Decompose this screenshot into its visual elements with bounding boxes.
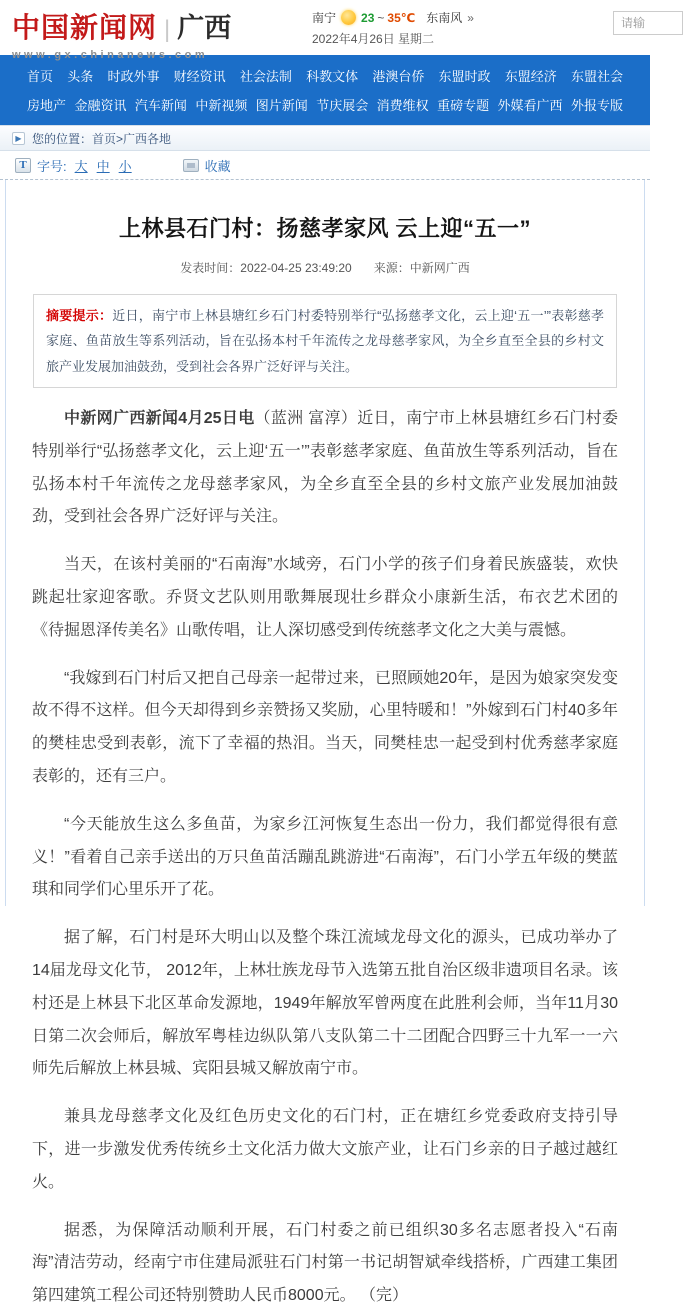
chevron-right-icon[interactable]: » [467,10,474,25]
article-paragraph: 据了解，石门村是环大明山以及整个珠江流域龙母文化的源头，已成功举办了14届龙母文化节， 2012年，上林壮族龙母节入选第五批自治区级非遗项目名录。该村还是上林县下北区革命发源地，1949年解放军曾两度在此胜利会师，当年11月30日第二次会师后，解放军粤桂边纵队第八支队第二十二团配合四野三十九军一一六师先后解放上林县城、宾阳县城又解放南宁市。 [32,929,618,1078]
nav-item-asean-society[interactable]: 东盟社会 [570,68,623,84]
breadcrumb-path[interactable]: 首页>广西各地 [92,131,172,146]
nav-item-auto-news[interactable]: 汽车新闻 [134,97,187,113]
weather-widget[interactable] [312,9,474,26]
site-logo[interactable] [12,6,231,61]
publish-time: 2022-04-25 23:49:20 [240,261,352,275]
article-paragraph: 据悉，为保障活动顺利开展，石门村委之前已组织30多名志愿者投入“石南海”清洁劳动，经南宁市住建局派驻石门村第一书记胡智斌牵线搭桥，广西建工集团第四建筑工程公司还特别赞助人民币8000元。 （完） [32,1221,618,1305]
breadcrumb-label: 您的位置： [32,131,93,146]
summary-label: 摘要提示： [46,308,113,323]
publish-time-label: 发表时间： [180,261,241,275]
search-input[interactable]: 请输 [613,11,683,35]
nav-item-education-culture[interactable]: 科教文体 [306,68,359,84]
temp-low: 23 [361,10,375,25]
nav-item-financial-info[interactable]: 金融资讯 [74,97,127,113]
nav-row-1 [0,63,650,87]
weather-city: 南宁 [312,11,337,25]
nav-item-asean-economy[interactable]: 东盟经济 [504,68,557,84]
article-paragraph: “今天能放生这么多鱼苗，为家乡江河恢复生态出一份力，我们都觉得很有意义！”看着自己亲手送出的万只鱼苗活蹦乱跳游进“石南海”，石门小学五年级的樊蓝琪和同学们心里乐开了花。 [32,815,618,899]
nav-item-hk-macao-taiwan[interactable]: 港澳台侨 [372,68,425,84]
font-size-icon: T [15,158,31,173]
main-nav [0,55,650,125]
wind-direction: 东南风 [426,11,463,25]
font-medium-button[interactable]: 中 [96,158,110,174]
article-paragraph: 兼具龙母慈孝文化及红色历史文化的石门村，正在塘红乡党委政府支持引导下，进一步激发优秀传统乡土文化活力做大文旅产业，让石门乡亲的日子越过越红火。 [32,1108,618,1191]
article-container [5,180,645,1305]
sun-icon [341,10,356,25]
breadcrumb [0,125,650,151]
site-header [0,0,650,61]
article-toolbar [0,151,650,180]
source-label: 来源： [373,261,410,275]
favorite-icon [183,159,199,172]
breadcrumb-bullet-icon: ▶ [12,132,25,145]
logo-text-main: 中国新闻网 [12,13,158,44]
article-paragraph: 当天，在该村美丽的“石南海”水域旁，石门小学的孩子们身着民族盛装，欢快跳起壮家迎客歌。乔贤文艺队则用歌舞展现壮乡群众小康新生活，布衣艺术团的《待掘恩泽传美名》山歌传唱，让人深切感受到传统慈孝文化之大美与震憾。 [32,556,618,639]
nav-item-foreign-media[interactable]: 外媒看广西 [497,97,563,113]
font-large-button[interactable]: 大 [74,158,88,174]
article-meta [32,259,618,276]
logo-divider: | [164,16,171,43]
nav-item-asean-politics[interactable]: 东盟时政 [438,68,491,84]
paragraph-text: （蓝洲 富淳）近日，南宁市上林县塘红乡石门村委特别举行“弘扬慈孝文化，云上迎‘五一’”表彰慈孝家庭、鱼苗放生等系列活动，旨在弘扬本村千年流传之龙母慈孝家风，为全乡直至全县的乡村文旅产业发展加油鼓劲，受到社会各界广泛好评与关注。 [32,410,618,526]
favorite-button[interactable]: 收藏 [204,158,231,174]
nav-item-photo-news[interactable]: 图片新闻 [255,97,308,113]
nav-item-politics[interactable]: 时政外事 [107,68,160,84]
current-date: 2022年4月26日 星期二 [312,32,435,46]
logo-text-region: 广西 [177,13,232,43]
nav-item-society-law[interactable]: 社会法制 [239,68,292,84]
nav-item-foreign-press[interactable]: 外报专版 [570,97,623,113]
summary-text: 近日，南宁市上林县塘红乡石门村委特别举行“弘扬慈孝文化，云上迎‘五一’”表彰慈孝家庭、鱼苗放生等系列活动，旨在弘扬本村千年流传之龙母慈孝家风，为全乡直至全县的乡村文旅产业发展加油鼓劲，受到社会各界广泛好评与关注。 [46,308,604,374]
nav-item-home[interactable]: 首页 [27,68,54,84]
nav-row-2 [0,92,650,116]
article-paragraph [32,403,618,534]
temp-separator: ~ [377,10,385,25]
dateline-lead: 中新网广西新闻4月25日电 [64,410,255,428]
article-title: 上林县石门村：扬慈孝家风 云上迎“五一” [118,216,532,241]
temp-high: 35℃ [387,10,416,25]
site-url: www.gx.chinanews.com [12,49,209,61]
nav-item-headlines[interactable]: 头条 [67,68,94,84]
nav-item-video[interactable]: 中新视频 [195,97,248,113]
nav-item-festivals[interactable]: 节庆展会 [316,97,369,113]
article-summary [33,294,617,388]
font-small-button[interactable]: 小 [118,158,132,174]
font-size-label: 字号: [37,158,67,174]
nav-item-realestate[interactable]: 房地产 [27,97,67,113]
nav-item-special-topics[interactable]: 重磅专题 [437,97,490,113]
nav-item-consumer-rights[interactable]: 消费维权 [376,97,429,113]
source-name[interactable]: 中新网广西 [409,261,470,275]
article-paragraph: “我嫁到石门村后又把自己母亲一起带过来，已照顾她20年，是因为娘家突发变故不得不这样。但今天却得到乡亲赞扬又奖励，心里特暖和！”外嫁到石门村40多年的樊桂忠受到表彰，流下了幸福的热泪。当天，同樊桂忠一起受到村优秀慈孝家庭表彰的，还有三户。 [32,669,618,785]
nav-item-finance[interactable]: 财经资讯 [173,68,226,84]
